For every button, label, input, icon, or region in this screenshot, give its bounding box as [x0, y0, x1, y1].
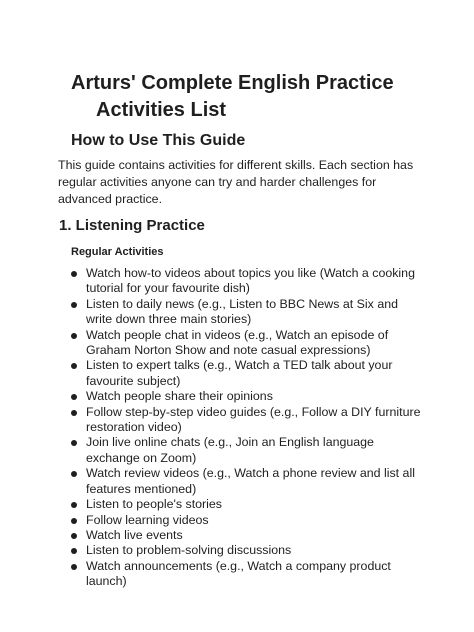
list-item [68, 466, 424, 497]
list-item-text: Watch people chat in videos (e.g., Watch an episode of Graham Norton Show and note casual expressions) [86, 327, 389, 358]
bullet-icon [71, 471, 77, 477]
bullet-icon [71, 302, 77, 308]
bullet-icon [71, 363, 77, 369]
bullet-icon [71, 394, 77, 400]
bullet-icon [71, 533, 77, 539]
list-item-text: Listen to expert talks (e.g., Watch a TED talk about your favourite subject) [86, 358, 393, 388]
intro-paragraph: This guide contains activities for different skills. Each section has regular activities anyone can try and harder challenges for advanced practice. [58, 158, 414, 206]
bullet-icon [71, 502, 77, 508]
list-item [68, 328, 424, 359]
list-item-text: Watch live events [86, 527, 183, 542]
list-item [68, 528, 424, 543]
list-item-text: Listen to people's stories [86, 497, 222, 512]
list-item [68, 358, 424, 389]
bullet-icon [71, 518, 77, 524]
list-item [68, 297, 424, 328]
document-title: Arturs' Complete English Practice Activities List [71, 72, 394, 121]
guide-heading: How to Use This Guide [71, 132, 246, 149]
bullet-icon [71, 410, 77, 416]
list-item [68, 497, 424, 512]
list-item-text: Follow step-by-step video guides (e.g., Follow a DIY furniture restoration video) [86, 404, 421, 435]
list-item-text: Watch review videos (e.g., Watch a phone review and list all features mentioned) [86, 466, 415, 496]
list-item [68, 389, 424, 404]
section-heading-listening: 1. Listening Practice [59, 217, 205, 234]
list-item [68, 405, 424, 436]
bullet-icon [71, 548, 77, 554]
list-item-text: Listen to problem-solving discussions [86, 543, 292, 558]
list-item-text: Join live online chats (e.g., Join an English language exchange on Zoom) [86, 435, 374, 465]
list-item-text: Watch people share their opinions [86, 389, 273, 404]
bullet-icon [71, 564, 77, 570]
list-item [68, 559, 424, 590]
list-item [68, 513, 424, 528]
bullet-icon [71, 440, 77, 446]
list-item [68, 435, 424, 466]
list-item-text: Listen to daily news (e.g., Listen to BBC News at Six and write down three main stories) [86, 296, 398, 327]
list-item-text: Watch how-to videos about topics you like (Watch a cooking tutorial for your favourite dish) [86, 266, 415, 296]
subheading-regular-activities: Regular Activities [71, 246, 164, 258]
bullet-icon [71, 333, 77, 339]
list-item-text: Watch announcements (e.g., Watch a company product launch) [86, 558, 391, 589]
list-item-text: Follow learning videos [86, 512, 209, 527]
list-item [68, 266, 424, 297]
bullet-icon [71, 271, 77, 277]
list-item [68, 543, 424, 558]
listening-activities-list [68, 266, 424, 590]
